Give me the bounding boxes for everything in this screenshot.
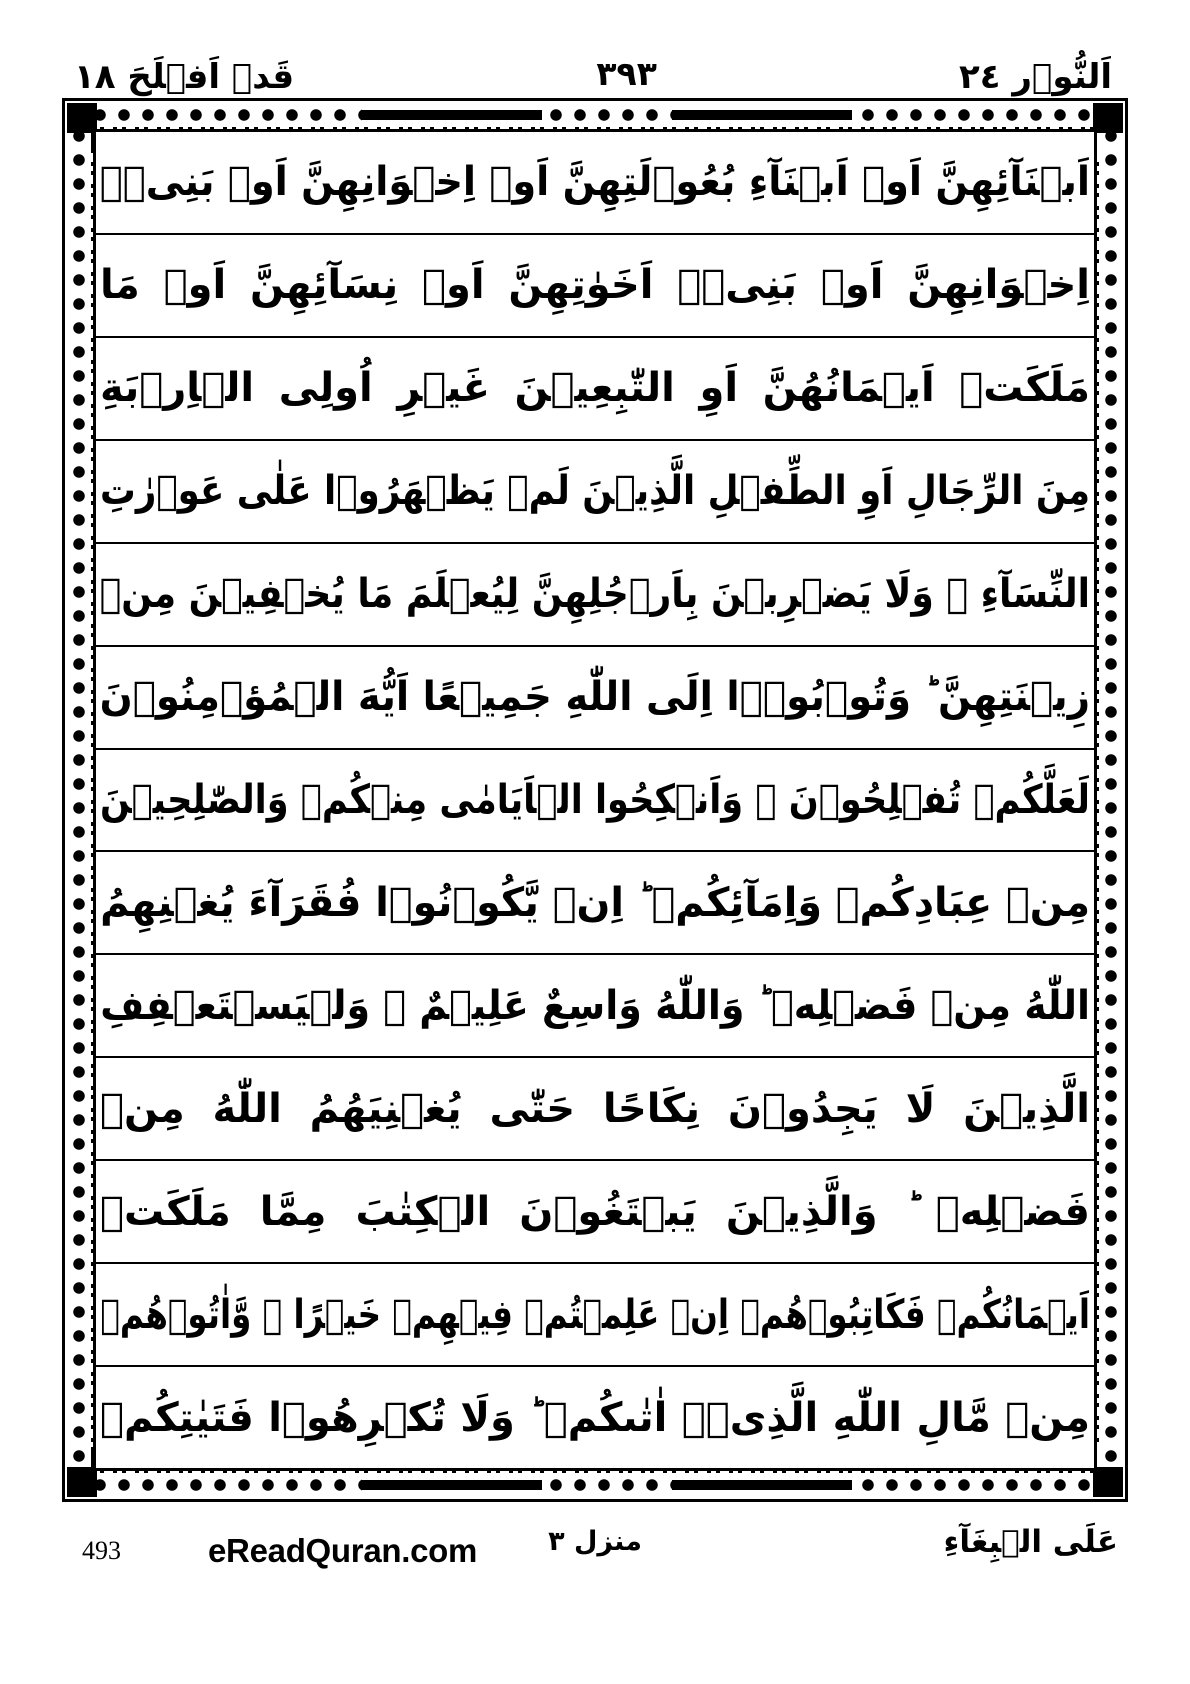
ayah-line (96, 1058, 1094, 1161)
page-footer (60, 1516, 1130, 1586)
border-corner-top-right (1093, 103, 1123, 133)
catchword-text: عَلَى الۡبِغَآءِ (943, 1524, 1118, 1560)
border-break-bottom-right (672, 1473, 852, 1497)
printed-page-number: 493 (82, 1536, 121, 1565)
ayah-line-text: النِّسَآءِ ۪ وَلَا يَضۡرِبۡنَ بِاَرۡجُلِهِنَّ لِيُعۡلَمَ مَا يُخۡفِيۡنَ مِنۡ (99, 571, 1091, 618)
ayah-line (96, 544, 1094, 647)
ayah-line-text: مِنۡ مَّالِ اللّٰهِ الَّذِىۡۤ اٰتٰٮكُمۡ ؕ وَلَا تُكۡرِهُوۡا فَتَيٰتِكُمۡ (100, 1394, 1090, 1441)
ayah-line (96, 1264, 1094, 1367)
surah-name-label: اَلنُّوۡر ٢٤ (959, 57, 1112, 97)
ayah-line-text: فَضۡلِهٖ ؕ وَالَّذِيۡنَ يَبۡتَغُوۡنَ الۡكِتٰبَ مِمَّا مَلَكَتۡ (100, 1188, 1090, 1235)
ayah-line-text: لَعَلَّكُمۡ تُفۡلِحُوۡنَ ۞ وَاَنۡكِحُوا الۡاَيَامٰى مِنۡكُمۡ وَالصّٰلِحِيۡنَ (99, 776, 1091, 823)
site-brand-label[interactable]: eReadQuran.com (208, 1532, 478, 1569)
ayah-line-text: اِخۡوَانِهِنَّ اَوۡ بَنِىۡۤ اَخَوٰتِهِنَّ اَوۡ نِسَآئِهِنَّ اَوۡ مَا (100, 262, 1090, 309)
arabic-page-number: ٣٩٣ (596, 54, 657, 93)
ayah-line (96, 852, 1094, 955)
ayah-line (96, 1161, 1094, 1264)
border-corner-bottom-left (67, 1467, 97, 1497)
ayah-line-text: زِيۡنَتِهِنَّ ؕ وَتُوۡبُوۡۤا اِلَى اللّٰهِ جَمِيۡعًا اَيُّهَ الۡمُؤۡمِنُوۡنَ (99, 674, 1090, 721)
ayah-line-text: اللّٰهُ مِنۡ فَضۡلِهٖ ؕ وَاللّٰهُ وَاسِعٌ عَلِيۡمٌ ۞ وَلۡيَسۡتَعۡفِفِ (100, 982, 1091, 1029)
manzil-label: منزل ٣ (548, 1526, 642, 1557)
ayah-line (96, 955, 1094, 1058)
ayah-line (96, 750, 1094, 853)
ayah-line-text: مِنَ الرِّجَالِ اَوِ الطِّفۡلِ الَّذِيۡنَ لَمۡ يَظۡهَرُوۡا عَلٰى عَوۡرٰتِ (100, 468, 1091, 515)
ayah-line-text: مَلَكَتۡ اَيۡمَانُهُنَّ اَوِ التّٰبِعِيۡنَ غَيۡرِ اُولِى الۡاِرۡبَةِ (100, 365, 1090, 412)
ayah-line (96, 441, 1094, 544)
quran-text-block (96, 132, 1094, 1468)
ayah-line-text: اَبۡنَآئِهِنَّ اَوۡ اَبۡنَآءِ بُعُوۡلَتِهِنَّ اَوۡ اِخۡوَانِهِنَّ اَوۡ بَنِىۡۤ (99, 159, 1090, 206)
border-break-top-left (362, 103, 542, 127)
ayah-line (96, 1367, 1094, 1468)
page-header (60, 26, 1130, 97)
ayah-line (96, 338, 1094, 441)
ayah-line-text: اَيۡمَانُكُمۡ فَكَاتِبُوۡهُمۡ اِنۡ عَلِمۡتُمۡ فِيۡهِمۡ خَيۡرًا ۖ وَّاٰتُوۡهُمۡ (100, 1291, 1090, 1338)
border-corner-bottom-right (1093, 1467, 1123, 1497)
ayah-line (96, 647, 1094, 750)
ayah-line-text: مِنۡ عِبَادِكُمۡ وَاِمَآئِكُمۡ ؕ اِنۡ يَّكُوۡنُوۡا فُقَرَآءَ يُغۡنِهِمُ (100, 879, 1091, 926)
ayah-line (96, 132, 1094, 235)
ayah-line (96, 235, 1094, 338)
ayah-line-text: الَّذِيۡنَ لَا يَجِدُوۡنَ نِكَاحًا حَتّٰى يُغۡنِيَهُمُ اللّٰهُ مِنۡ (100, 1085, 1090, 1132)
juz-name-label: قَدۡ اَفۡلَحَ ١٨ (74, 57, 295, 97)
border-break-top-right (672, 103, 852, 127)
border-break-bottom-left (362, 1473, 542, 1497)
